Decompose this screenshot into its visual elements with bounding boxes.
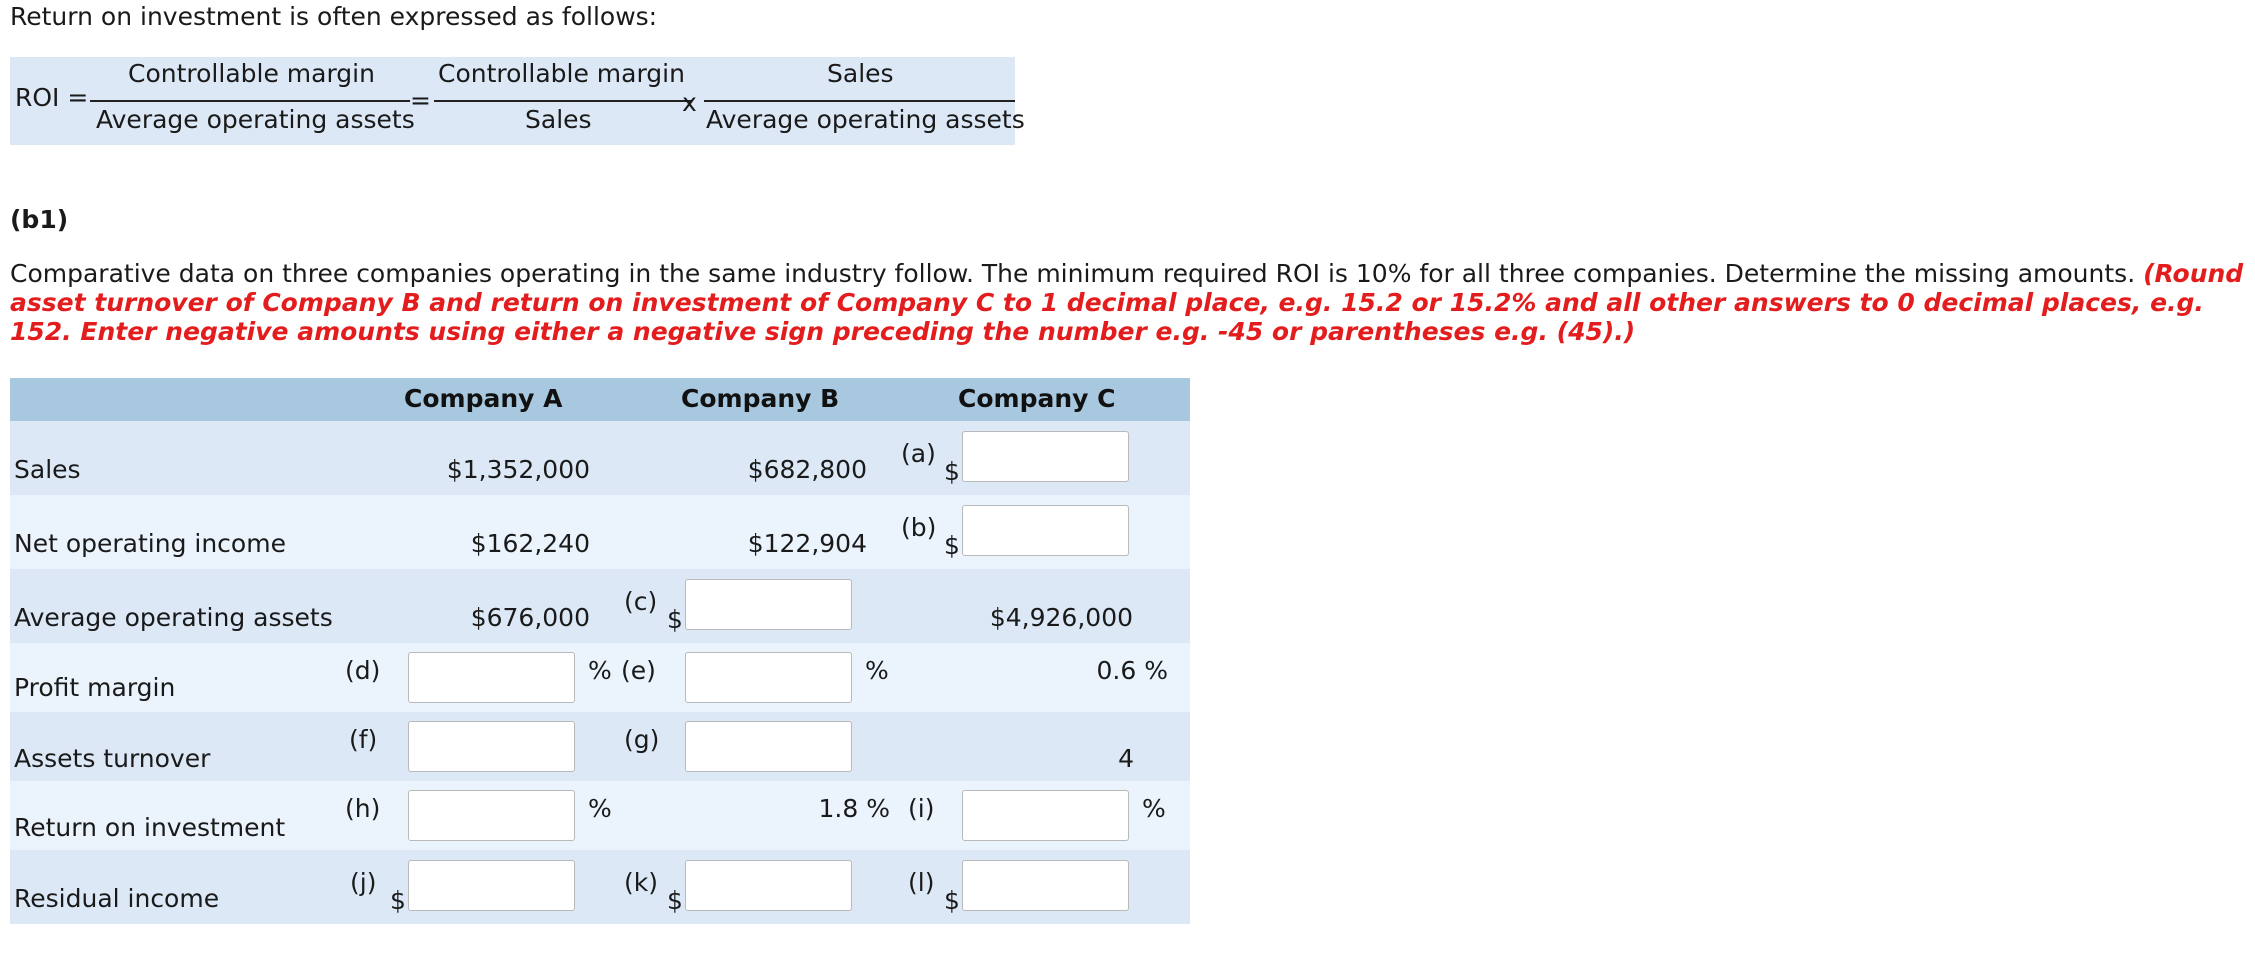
answer-tag: (d): [345, 656, 381, 685]
formula-term3-denominator: Average operating assets: [706, 105, 1025, 134]
input-company-a-residual-income[interactable]: [408, 860, 575, 911]
roi-formula: [10, 57, 1025, 145]
input-company-b-residual-income[interactable]: [685, 860, 852, 911]
formula-term2-numerator: Controllable margin: [438, 59, 685, 88]
header-company-a: Company A: [404, 384, 563, 413]
row-label: Average operating assets: [14, 603, 333, 632]
intro-text: Return on investment is often expressed as follows:: [10, 2, 658, 31]
fraction-bar: [434, 100, 692, 102]
input-company-a-return-on-investment[interactable]: [408, 790, 575, 841]
percent-unit: %: [1142, 794, 1166, 823]
answer-tag: (a): [901, 439, 936, 468]
answer-tag: (j): [350, 868, 377, 897]
currency-symbol: $: [944, 531, 960, 560]
answer-tag: (c): [624, 587, 658, 616]
percent-unit: %: [588, 794, 612, 823]
table-row: [10, 712, 1190, 781]
fraction-bar: [704, 100, 1015, 102]
row-label: Residual income: [14, 884, 220, 913]
answer-tag: (g): [624, 725, 660, 754]
row-label: Sales: [14, 455, 81, 484]
table-row: [10, 421, 1190, 495]
input-company-b-profit-margin[interactable]: [685, 652, 852, 703]
answer-tag: (k): [624, 868, 658, 897]
answer-tag: (b): [901, 513, 937, 542]
header-company-c: Company C: [958, 384, 1116, 413]
row-label: Net operating income: [14, 529, 286, 558]
company-c-value: $4,926,000: [989, 603, 1133, 632]
input-company-c-sales[interactable]: [962, 431, 1129, 482]
company-b-value: $122,904: [747, 529, 867, 558]
answer-tag: (l): [908, 868, 935, 897]
input-company-c-net-operating-income[interactable]: [962, 505, 1129, 556]
company-c-value: 0.6 %: [1096, 656, 1168, 685]
row-label: Profit margin: [14, 673, 176, 702]
percent-unit: %: [865, 656, 889, 685]
row-label: Return on investment: [14, 813, 286, 842]
formula-roi-label: ROI =: [15, 83, 89, 112]
answer-tag: (h): [345, 794, 381, 823]
formula-term2-denominator: Sales: [525, 105, 592, 134]
instructions-note: (Round asset turnover of Company B and return on investment of Company C to 1 decimal place, e.g. 15.2 or 15.2% and all other answers to 0 decimal places, e.g. 152. Enter negative amounts using either a negative sign preceding the number e.g. -45 or parentheses e.g. (45).): [10, 259, 2244, 346]
formula-term1-numerator: Controllable margin: [128, 59, 375, 88]
currency-symbol: $: [667, 605, 683, 634]
answer-tag: (f): [349, 725, 378, 754]
currency-symbol: $: [390, 886, 406, 915]
input-company-b-assets-turnover[interactable]: [685, 721, 852, 772]
input-company-c-residual-income[interactable]: [962, 860, 1129, 911]
table-row: [10, 850, 1190, 924]
answer-tag: (i): [908, 794, 935, 823]
formula-term3-numerator: Sales: [827, 59, 894, 88]
currency-symbol: $: [944, 457, 960, 486]
table-row: [10, 643, 1190, 712]
company-c-value: 4: [1118, 744, 1134, 773]
input-company-c-return-on-investment[interactable]: [962, 790, 1129, 841]
company-a-value: $1,352,000: [446, 455, 590, 484]
table-row: [10, 781, 1190, 850]
fraction-bar: [90, 100, 410, 102]
instructions: [10, 259, 2255, 346]
currency-symbol: $: [944, 886, 960, 915]
formula-equals: =: [410, 86, 431, 115]
row-label: Assets turnover: [14, 744, 211, 773]
table-row: [10, 569, 1190, 643]
formula-times: x: [682, 88, 697, 117]
section-label: (b1): [10, 205, 69, 234]
header-company-b: Company B: [681, 384, 840, 413]
company-b-value: $682,800: [747, 455, 867, 484]
company-a-value: $676,000: [470, 603, 590, 632]
table-header: [10, 378, 1190, 421]
table-row: [10, 495, 1190, 569]
instructions-text: Comparative data on three companies operating in the same industry follow. The minimum required ROI is 10% for all three companies. Determine the missing amounts.: [10, 259, 2136, 288]
formula-term1-denominator: Average operating assets: [96, 105, 415, 134]
currency-symbol: $: [667, 886, 683, 915]
input-company-a-profit-margin[interactable]: [408, 652, 575, 703]
company-a-value: $162,240: [470, 529, 590, 558]
answer-tag: (e): [621, 656, 656, 685]
input-company-a-assets-turnover[interactable]: [408, 721, 575, 772]
company-b-value: 1.8 %: [818, 794, 890, 823]
percent-unit: %: [588, 656, 612, 685]
input-company-b-average-operating-assets[interactable]: [685, 579, 852, 630]
